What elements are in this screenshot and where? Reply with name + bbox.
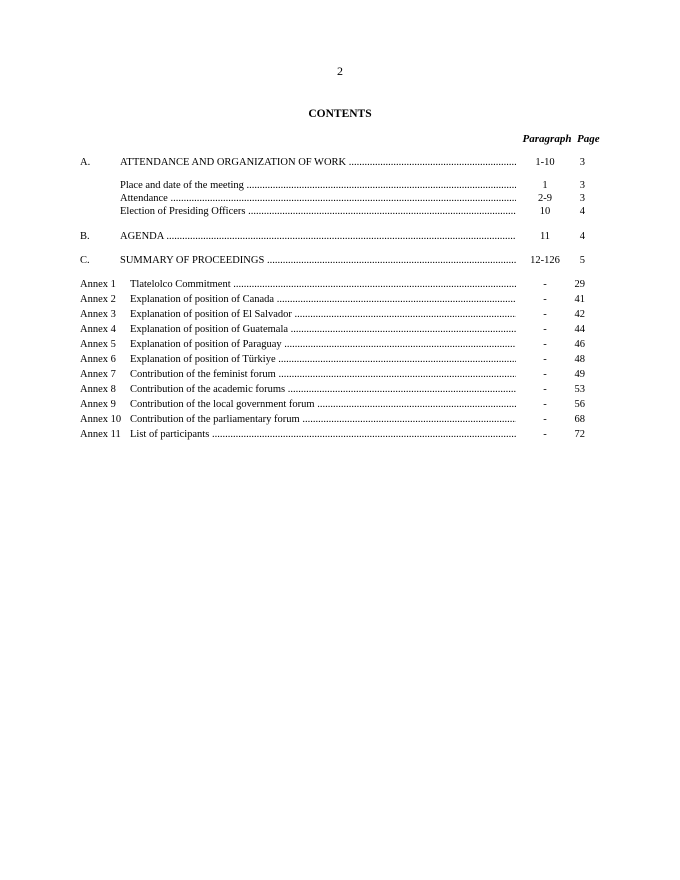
page-ref: 3 — [579, 157, 585, 168]
page-ref: 48 — [574, 354, 585, 365]
annex-label: Annex 2 — [80, 294, 116, 305]
paragraph-ref: 2-9 — [538, 193, 552, 204]
annex-label: Annex 6 — [80, 354, 116, 365]
toc-entry-section-b[interactable] — [80, 230, 600, 244]
toc-entry-annex-5[interactable] — [80, 338, 600, 352]
toc-entry-annex-4[interactable] — [80, 323, 600, 337]
page-ref: 56 — [574, 399, 585, 410]
page-ref: 3 — [579, 193, 585, 204]
annex-title: List of participants ..... — [130, 428, 516, 442]
page-ref: 41 — [574, 294, 585, 305]
toc-entry-annex-9[interactable] — [80, 398, 600, 412]
paragraph-ref: 10 — [539, 206, 551, 217]
toc-entry-place-date[interactable] — [80, 179, 600, 193]
toc-entry-annex-1[interactable] — [80, 278, 600, 292]
contents-title: CONTENTS — [308, 108, 372, 120]
toc-entry-annex-6[interactable] — [80, 353, 600, 367]
paragraph-ref: - — [543, 294, 547, 305]
paragraph-ref: - — [543, 384, 547, 395]
paragraph-column-header: Paragraph — [522, 133, 572, 145]
paragraph-ref: 1-10 — [535, 157, 555, 168]
page-column-header: Page — [577, 133, 600, 145]
annex-label: Annex 3 — [80, 309, 116, 320]
annex-label: Annex 1 — [80, 279, 116, 290]
annex-label: Annex 11 — [80, 429, 121, 440]
annex-title: Contribution of the feminist forum ..... — [130, 368, 516, 382]
page-ref: 46 — [574, 339, 585, 350]
toc-entry-election[interactable] — [80, 205, 600, 219]
toc-entry-section-a[interactable] — [80, 156, 600, 170]
paragraph-ref: 1 — [542, 180, 548, 191]
annex-title: Explanation of position of El Salvador ..... — [130, 308, 516, 322]
toc-entry-annex-7[interactable] — [80, 368, 600, 382]
paragraph-ref: - — [543, 354, 547, 365]
section-title: SUMMARY OF PROCEEDINGS ..... — [120, 254, 516, 268]
paragraph-ref: - — [543, 414, 547, 425]
page-ref: 53 — [574, 384, 585, 395]
page-ref: 4 — [579, 231, 585, 242]
annex-label: Annex 4 — [80, 324, 116, 335]
annex-title: Contribution of the local government forum ..... — [130, 398, 516, 412]
paragraph-ref: 11 — [539, 231, 551, 242]
subsection-title: Attendance ..... — [120, 192, 516, 206]
paragraph-ref: - — [543, 279, 547, 290]
section-label: B. — [80, 231, 90, 242]
annex-title: Explanation of position of Guatemala ..... — [130, 323, 516, 337]
section-label: A. — [80, 157, 91, 168]
subsection-title: Place and date of the meeting ..... — [120, 179, 516, 193]
paragraph-ref: - — [543, 369, 547, 380]
page-ref: 68 — [574, 414, 585, 425]
toc-entry-section-c[interactable] — [80, 254, 600, 268]
section-title: ATTENDANCE AND ORGANIZATION OF WORK ..... — [120, 156, 516, 170]
section-title: AGENDA ..... — [120, 230, 516, 244]
toc-entry-annex-3[interactable] — [80, 308, 600, 322]
subsection-title: Election of Presiding Officers ..... — [120, 205, 516, 219]
page-ref: 4 — [579, 206, 585, 217]
page-ref: 29 — [574, 279, 585, 290]
annex-label: Annex 10 — [80, 414, 122, 425]
page-ref: 49 — [574, 369, 585, 380]
page-ref: 44 — [574, 324, 585, 335]
paragraph-ref: 12-126 — [530, 255, 560, 266]
page-ref: 72 — [574, 429, 585, 440]
annex-label: Annex 9 — [80, 399, 116, 410]
toc-entry-annex-8[interactable] — [80, 383, 600, 397]
page-ref: 42 — [574, 309, 585, 320]
annex-title: Explanation of position of Canada ..... — [130, 293, 516, 307]
page-ref: 3 — [579, 180, 585, 191]
page-ref: 5 — [579, 255, 585, 266]
annex-title: Explanation of position of Paraguay ..... — [130, 338, 516, 352]
toc-entry-annex-11[interactable] — [80, 428, 600, 442]
toc-entry-annex-2[interactable] — [80, 293, 600, 307]
paragraph-ref: - — [543, 309, 547, 320]
section-label: C. — [80, 255, 90, 266]
annex-label: Annex 8 — [80, 384, 116, 395]
annex-title: Explanation of position of Türkiye ..... — [130, 353, 516, 367]
paragraph-ref: - — [543, 324, 547, 335]
toc-entry-attendance[interactable] — [80, 192, 600, 206]
page-number: 2 — [337, 64, 343, 78]
annex-label: Annex 5 — [80, 339, 116, 350]
paragraph-ref: - — [543, 399, 547, 410]
paragraph-ref: - — [543, 339, 547, 350]
annex-title: Tlatelolco Commitment ..... — [130, 278, 516, 292]
annex-label: Annex 7 — [80, 369, 116, 380]
annex-title: Contribution of the academic forums ..... — [130, 383, 516, 397]
toc-entry-annex-10[interactable] — [80, 413, 600, 427]
paragraph-ref: - — [543, 429, 547, 440]
annex-title: Contribution of the parliamentary forum ..... — [130, 413, 516, 427]
